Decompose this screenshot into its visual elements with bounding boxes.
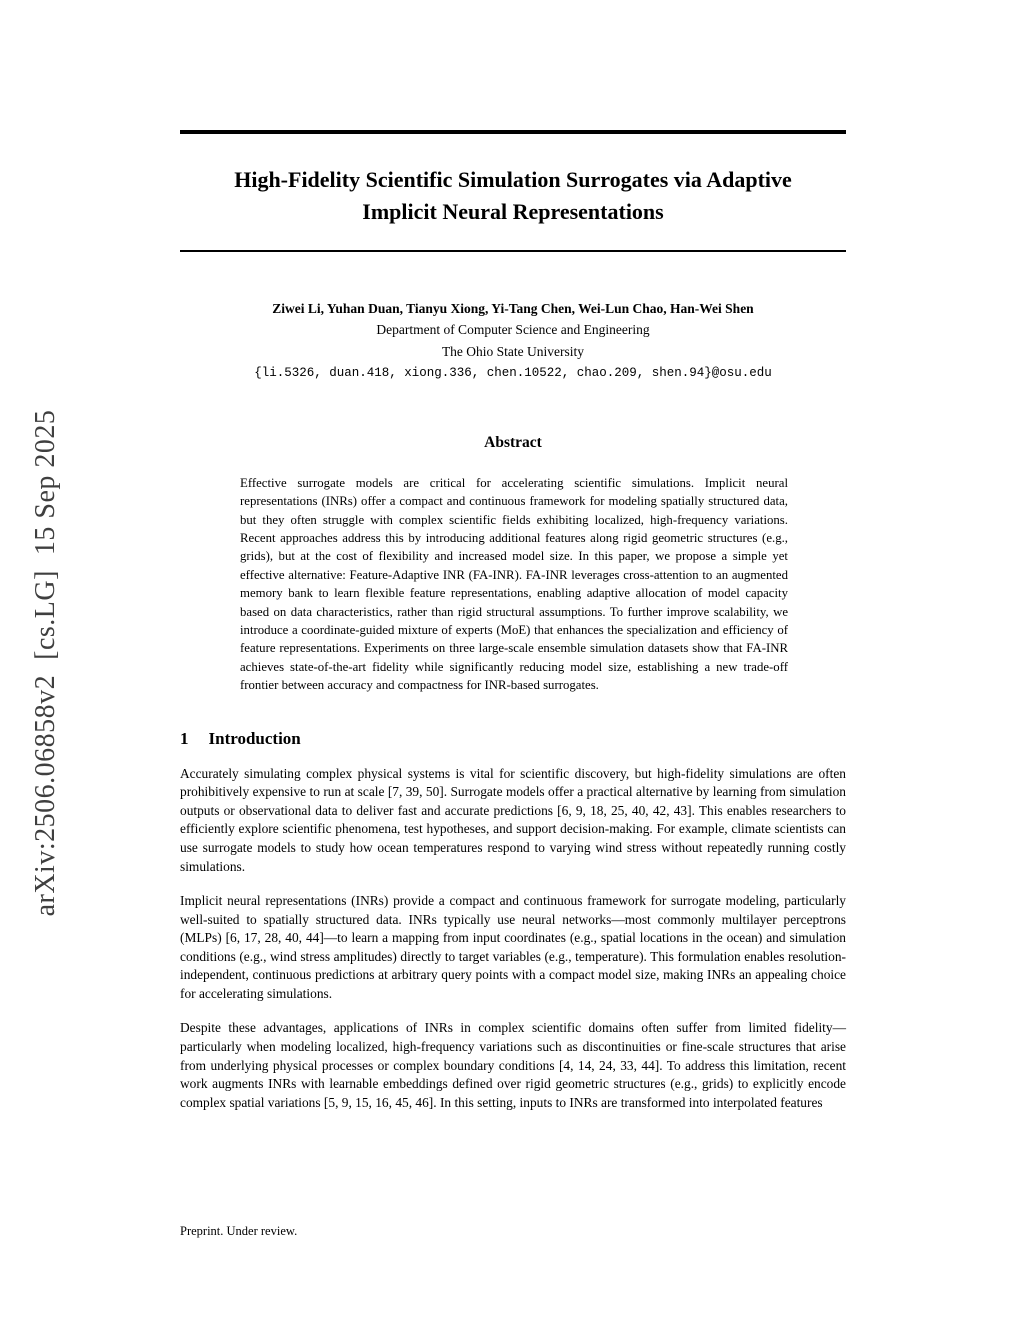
title-rule: [180, 250, 846, 252]
author-emails: {li.5326, duan.418, xiong.336, chen.10522, chao.209, shen.94}@osu.edu: [254, 366, 772, 381]
abstract-text: Effective surrogate models are critical for accelerating scientific simulations. Implicit neural representations (INRs) offer a compact and continuous framework for modeling spatially structured data, but they often struggle with complex scientific fields exhibiting localized, high-frequency variations. Recent approaches address this by introducing additional features along rigid geometric structures (e.g., grids), but at the cost of flexibility and increased model size. In this paper, we propose a simple yet effective alternative: Feature-Adaptive INR (FA-INR). FA-INR leverages cross-attention to an augmented memory bank to learn flexible feature representations, enabling adaptive allocation of model capacity based on data characteristics, rather than rigid structural assumptions. To further improve scalability, we introduce a coordinate-guided mixture of experts (MoE) that enhances the specialization and efficiency of feature representations. Experiments on three large-scale ensemble simulation datasets show that FA-INR achieves state-of-the-art fidelity while significantly reducing model size, establishing a new trade-off frontier between accuracy and compactness for INR-based surrogates.: [240, 475, 788, 693]
intro-paragraph-2: Implicit neural representations (INRs) provide a compact and continuous framework for surrogate modeling, particularly well-suited to spatially structured data. INRs typically use neural networks—most commonly multilayer perceptrons (MLPs) [6, 17, 28, 40, 44]—to learn a mapping from input coordinates (e.g., spatial locations in the ocean) and simulation conditions (e.g., wind stress amplitudes) directly to target variables (e.g., temperature). This formulation enables resolution-independent, continuous predictions at arbitrary query points with a compact model size, making INRs an appealing choice for accelerating simulations.: [180, 893, 846, 1001]
university-line: The Ohio State University: [441, 343, 585, 359]
section-title: Introduction: [208, 728, 301, 748]
preprint-notice: Preprint. Under review.: [180, 1224, 298, 1238]
intro-paragraph-3: Despite these advantages, applications of INRs in complex scientific domains often suffer from limited fidelity—particularly when modeling localized, high-frequency variations such as discontinuities or fine-scale structures that arise from underlying physical processes or complex boundary conditions [4, 14, 24, 33, 44]. To address this limitation, recent work augments INRs with learnable embeddings defined over rigid geometric structures (e.g., grids) to explicitly encode complex spatial variations [5, 9, 15, 16, 45, 46]. In this setting, inputs to INRs are transformed into interpolated features: [180, 1020, 846, 1110]
section-number: 1: [180, 728, 189, 748]
intro-paragraph-1: Accurately simulating complex physical systems is vital for scientific discovery, but high-fidelity simulations are often prohibitively expensive to run at scale [7, 39, 50]. Surrogate models offer a practical alternative by learning from simulation outputs or observational data to deliver fast and accurate predictions [6, 9, 18, 25, 40, 42, 43]. This enables researchers to efficiently explore scientific phenomena, test hypotheses, and support decision-making. For example, climate scientists can use surrogate models to study how ocean temperatures respond to varying wind stress without repeatedly running costly simulations.: [180, 765, 846, 874]
department-line: Department of Computer Science and Engineering: [376, 322, 650, 338]
paper-content: [180, 0, 846, 1112]
paper-title: High-Fidelity Scientific Simulation Surrogates via Adaptive Implicit Neural Representations: [234, 167, 792, 224]
abstract-heading: Abstract: [484, 433, 542, 451]
section-heading-introduction: [180, 729, 846, 749]
arxiv-watermark: arXiv:2506.06858v2 [cs.LG] 15 Sep 2025: [30, 409, 61, 917]
author-line: Ziwei Li, Yuhan Duan, Tianyu Xiong, Yi-Tang Chen, Wei-Lun Chao, Han-Wei Shen: [272, 300, 754, 316]
top-rule: [180, 130, 846, 134]
